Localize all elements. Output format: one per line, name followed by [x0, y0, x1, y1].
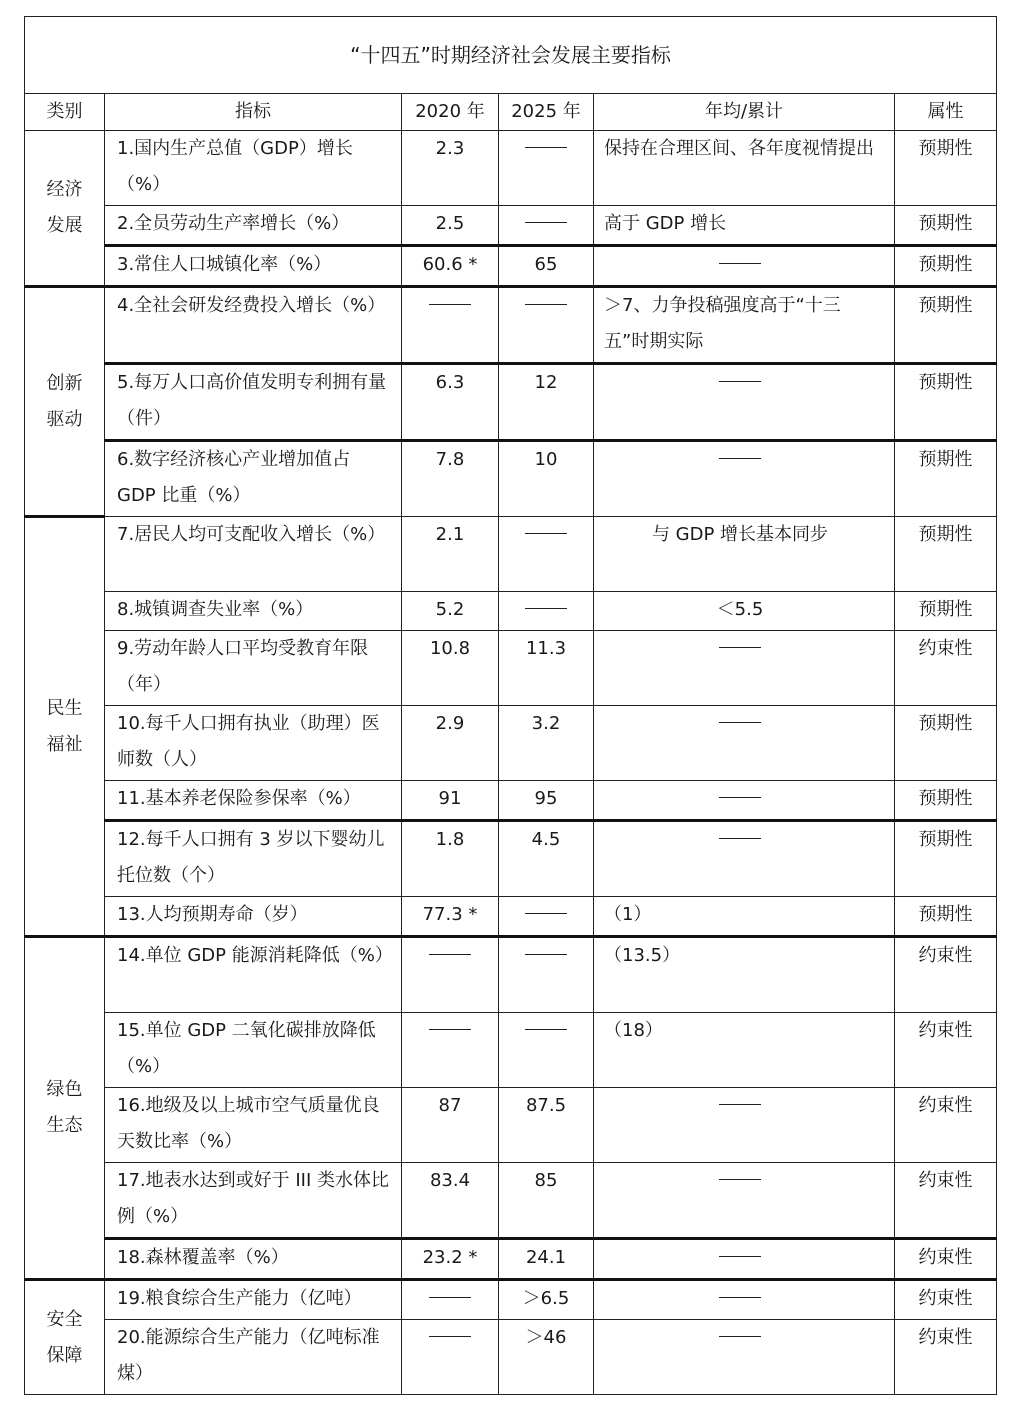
attribute-cell	[895, 937, 997, 1013]
cell-text: 10.8	[429, 638, 471, 659]
value-2020-cell	[402, 1013, 499, 1088]
value-2025-cell	[499, 897, 594, 937]
cell-text: 15.单位 GDP 二氧化碳排放降低（%）	[117, 1020, 376, 1077]
cell-text: 预期性	[918, 713, 973, 734]
cell-text: 24.1	[525, 1247, 567, 1268]
cell-text: 3.2	[531, 713, 561, 734]
annual-cell	[594, 246, 895, 287]
cell-text: 约束性	[918, 945, 973, 966]
annual-cell	[594, 897, 895, 937]
cell-text: 13.人均预期寿命（岁）	[117, 904, 308, 925]
header-indicator: 指标	[105, 94, 402, 131]
cell-text: 约束性	[918, 1327, 973, 1348]
dash-mark	[429, 1029, 471, 1030]
value-2020-cell	[402, 1320, 499, 1395]
value-2020-cell	[402, 1088, 499, 1163]
cell-text: 5.2	[435, 599, 465, 620]
indicator-cell	[105, 1239, 402, 1280]
table-row	[25, 131, 997, 206]
value-2020-cell	[402, 517, 499, 592]
cell-text: 约束性	[918, 1247, 973, 1268]
annual-cell	[594, 1013, 895, 1088]
cell-text: 3.常住人口城镇化率（%）	[117, 254, 332, 275]
cell-text: 77.3 *	[422, 904, 478, 925]
annual-cell	[594, 1320, 895, 1395]
dash-mark	[429, 954, 471, 955]
value-2025-cell	[499, 631, 594, 706]
dash-mark	[719, 797, 761, 798]
indicator-cell	[105, 1320, 402, 1395]
cell-text: 2.9	[435, 713, 465, 734]
cell-text: 预期性	[918, 599, 973, 620]
attribute-cell	[895, 364, 997, 441]
cell-text: 91	[438, 788, 462, 809]
cell-text: 2.5	[435, 213, 465, 234]
table-row	[25, 364, 997, 441]
header-annual-cumulative: 年均/累计	[594, 94, 895, 131]
category-cell: 经济 发展	[25, 131, 105, 287]
attribute-cell	[895, 206, 997, 246]
cell-text: 95	[534, 788, 558, 809]
table-row	[25, 1320, 997, 1395]
table-row	[25, 1013, 997, 1088]
cell-text: 4.全社会研发经费投入增长（%）	[117, 295, 386, 316]
table-row	[25, 1088, 997, 1163]
indicator-table	[24, 16, 997, 1395]
cell-text: 与 GDP 增长基本同步	[651, 524, 829, 545]
value-2020-cell	[402, 781, 499, 821]
dash-mark	[719, 1179, 761, 1180]
dash-mark	[719, 1297, 761, 1298]
indicator-cell	[105, 937, 402, 1013]
cell-text: 预期性	[918, 829, 973, 850]
dash-mark	[719, 1104, 761, 1105]
cell-text: 6.数字经济核心产业增加值占 GDP 比重（%）	[117, 449, 351, 506]
cell-text: 17.地表水达到或好于 III 类水体比例（%）	[117, 1170, 389, 1227]
dash-mark	[719, 647, 761, 648]
cell-text: 8.城镇调查失业率（%）	[117, 599, 314, 620]
value-2020-cell	[402, 937, 499, 1013]
table-row	[25, 781, 997, 821]
cell-text: 保持在合理区间、各年度视情提出	[604, 138, 874, 159]
cell-text: 预期性	[918, 372, 973, 393]
value-2020-cell	[402, 706, 499, 781]
cell-text: 预期性	[918, 524, 973, 545]
cell-text: 约束性	[918, 1170, 973, 1191]
cell-text: 83.4	[429, 1170, 471, 1191]
indicator-cell	[105, 1280, 402, 1320]
value-2020-cell	[402, 1163, 499, 1239]
dash-mark	[719, 458, 761, 459]
indicator-cell	[105, 441, 402, 517]
indicator-cell	[105, 631, 402, 706]
table-row	[25, 1280, 997, 1320]
dash-mark	[719, 263, 761, 264]
annual-cell	[594, 131, 895, 206]
value-2025-cell	[499, 1088, 594, 1163]
table-title: “十四五”时期经济社会发展主要指标	[25, 17, 997, 94]
value-2020-cell	[402, 441, 499, 517]
annual-cell	[594, 592, 895, 631]
header-category: 类别	[25, 94, 105, 131]
indicator-cell	[105, 706, 402, 781]
dash-mark	[525, 1029, 567, 1030]
annual-cell	[594, 631, 895, 706]
cell-text: 10.每千人口拥有执业（助理）医师数（人）	[117, 713, 380, 770]
attribute-cell	[895, 1088, 997, 1163]
cell-text: 87	[438, 1095, 462, 1116]
dash-mark	[525, 222, 567, 223]
table-body	[25, 131, 997, 1395]
attribute-cell	[895, 1013, 997, 1088]
header-attribute: 属性	[895, 94, 997, 131]
cell-text: 预期性	[918, 788, 973, 809]
indicator-cell	[105, 1013, 402, 1088]
value-2025-cell	[499, 364, 594, 441]
dash-mark	[719, 722, 761, 723]
annual-cell	[594, 206, 895, 246]
cell-text: 23.2 *	[422, 1247, 478, 1268]
table-row	[25, 517, 997, 592]
dash-mark	[525, 913, 567, 914]
header-2025: 2025 年	[499, 94, 594, 131]
cell-text: 14.单位 GDP 能源消耗降低（%）	[117, 945, 393, 966]
table-row	[25, 441, 997, 517]
cell-text: 约束性	[918, 1095, 973, 1116]
value-2025-cell	[499, 1239, 594, 1280]
cell-text: 16.地级及以上城市空气质量优良天数比率（%）	[117, 1095, 380, 1152]
cell-text: 12.每千人口拥有 3 岁以下婴幼儿托位数（个）	[117, 829, 385, 886]
indicator-cell	[105, 287, 402, 364]
attribute-cell	[895, 897, 997, 937]
cell-text: 4.5	[531, 829, 561, 850]
value-2025-cell	[499, 592, 594, 631]
cell-text: 预期性	[918, 138, 973, 159]
annual-cell	[594, 781, 895, 821]
table-row	[25, 1163, 997, 1239]
value-2025-cell	[499, 937, 594, 1013]
value-2020-cell	[402, 364, 499, 441]
indicator-cell	[105, 1163, 402, 1239]
dash-mark	[525, 304, 567, 305]
cell-text: 2.全员劳动生产率增长（%）	[117, 213, 350, 234]
dash-mark	[525, 608, 567, 609]
category-cell: 创新 驱动	[25, 287, 105, 517]
cell-text: 18.森林覆盖率（%）	[117, 1247, 289, 1268]
value-2025-cell	[499, 1163, 594, 1239]
cell-text: 7.居民人均可支配收入增长（%）	[117, 524, 386, 545]
dash-mark	[719, 1336, 761, 1337]
value-2020-cell	[402, 1239, 499, 1280]
attribute-cell	[895, 781, 997, 821]
value-2025-cell	[499, 131, 594, 206]
table-row	[25, 937, 997, 1013]
indicator-cell	[105, 897, 402, 937]
attribute-cell	[895, 821, 997, 897]
dash-mark	[429, 304, 471, 305]
cell-text: 1.国内生产总值（GDP）增长（%）	[117, 138, 353, 195]
cell-text: 1.8	[435, 829, 465, 850]
indicator-table-sheet	[24, 16, 996, 1395]
cell-text: 7.8	[435, 449, 465, 470]
dash-mark	[525, 954, 567, 955]
annual-cell	[594, 1088, 895, 1163]
cell-text: 约束性	[918, 638, 973, 659]
cell-text: 65	[534, 254, 558, 275]
value-2025-cell	[499, 1320, 594, 1395]
attribute-cell	[895, 246, 997, 287]
header-2020: 2020 年	[402, 94, 499, 131]
dash-mark	[429, 1297, 471, 1298]
table-row	[25, 1239, 997, 1280]
cell-text: 预期性	[918, 254, 973, 275]
table-row	[25, 631, 997, 706]
table-row	[25, 592, 997, 631]
table-row	[25, 287, 997, 364]
dash-mark	[429, 1336, 471, 1337]
cell-text: （18）	[604, 1020, 663, 1041]
annual-cell	[594, 706, 895, 781]
value-2020-cell	[402, 821, 499, 897]
dash-mark	[525, 147, 567, 148]
dash-mark	[719, 1256, 761, 1257]
cell-text: 2.1	[435, 524, 465, 545]
value-2020-cell	[402, 246, 499, 287]
value-2025-cell	[499, 1280, 594, 1320]
annual-cell	[594, 821, 895, 897]
value-2025-cell	[499, 1013, 594, 1088]
cell-text: 85	[534, 1170, 558, 1191]
cell-text: ＞7、力争投稿强度高于“十三五”时期实际	[604, 295, 841, 352]
annual-cell	[594, 1239, 895, 1280]
indicator-cell	[105, 246, 402, 287]
attribute-cell	[895, 287, 997, 364]
value-2025-cell	[499, 821, 594, 897]
attribute-cell	[895, 517, 997, 592]
value-2020-cell	[402, 1280, 499, 1320]
cell-text: （1）	[604, 904, 652, 925]
cell-text: 12	[534, 372, 558, 393]
attribute-cell	[895, 1280, 997, 1320]
cell-text: 高于 GDP 增长	[604, 213, 727, 234]
value-2020-cell	[402, 631, 499, 706]
attribute-cell	[895, 1320, 997, 1395]
attribute-cell	[895, 1163, 997, 1239]
value-2020-cell	[402, 206, 499, 246]
indicator-cell	[105, 592, 402, 631]
cell-text: ＜5.5	[716, 599, 764, 620]
annual-cell	[594, 441, 895, 517]
annual-cell	[594, 1280, 895, 1320]
cell-text: ＞6.5	[522, 1288, 570, 1309]
attribute-cell	[895, 441, 997, 517]
table-row	[25, 706, 997, 781]
category-cell: 民生 福祉	[25, 517, 105, 937]
cell-text: 60.6 *	[422, 254, 478, 275]
indicator-cell	[105, 517, 402, 592]
value-2020-cell	[402, 897, 499, 937]
cell-text: 预期性	[918, 295, 973, 316]
value-2020-cell	[402, 287, 499, 364]
cell-text: 约束性	[918, 1020, 973, 1041]
cell-text: 约束性	[918, 1288, 973, 1309]
dash-mark	[525, 533, 567, 534]
category-cell: 绿色 生态	[25, 937, 105, 1280]
indicator-cell	[105, 206, 402, 246]
indicator-cell	[105, 364, 402, 441]
attribute-cell	[895, 706, 997, 781]
value-2025-cell	[499, 246, 594, 287]
dash-mark	[719, 381, 761, 382]
cell-text: 11.3	[525, 638, 567, 659]
annual-cell	[594, 364, 895, 441]
value-2025-cell	[499, 706, 594, 781]
value-2020-cell	[402, 131, 499, 206]
value-2025-cell	[499, 287, 594, 364]
annual-cell	[594, 517, 895, 592]
category-cell: 安全 保障	[25, 1280, 105, 1395]
value-2025-cell	[499, 206, 594, 246]
value-2025-cell	[499, 517, 594, 592]
cell-text: 11.基本养老保险参保率（%）	[117, 788, 361, 809]
cell-text: 预期性	[918, 449, 973, 470]
indicator-cell	[105, 1088, 402, 1163]
annual-cell	[594, 287, 895, 364]
cell-text: ＞46	[525, 1327, 567, 1348]
cell-text: 预期性	[918, 213, 973, 234]
cell-text: 9.劳动年龄人口平均受教育年限（年）	[117, 638, 369, 695]
table-row	[25, 821, 997, 897]
cell-text: 10	[534, 449, 558, 470]
value-2020-cell	[402, 592, 499, 631]
indicator-cell	[105, 821, 402, 897]
indicator-cell	[105, 781, 402, 821]
table-row	[25, 246, 997, 287]
cell-text: 预期性	[918, 904, 973, 925]
attribute-cell	[895, 592, 997, 631]
table-row	[25, 206, 997, 246]
cell-text: 19.粮食综合生产能力（亿吨）	[117, 1288, 362, 1309]
cell-text: 5.每万人口高价值发明专利拥有量（件）	[117, 372, 387, 429]
cell-text: 87.5	[525, 1095, 567, 1116]
annual-cell	[594, 1163, 895, 1239]
attribute-cell	[895, 131, 997, 206]
cell-text: 20.能源综合生产能力（亿吨标准煤）	[117, 1327, 380, 1384]
indicator-cell	[105, 131, 402, 206]
cell-text: 6.3	[435, 372, 465, 393]
attribute-cell	[895, 1239, 997, 1280]
value-2025-cell	[499, 781, 594, 821]
cell-text: 2.3	[435, 138, 465, 159]
attribute-cell	[895, 631, 997, 706]
value-2025-cell	[499, 441, 594, 517]
cell-text: （13.5）	[604, 945, 681, 966]
annual-cell	[594, 937, 895, 1013]
dash-mark	[719, 838, 761, 839]
table-row	[25, 897, 997, 937]
